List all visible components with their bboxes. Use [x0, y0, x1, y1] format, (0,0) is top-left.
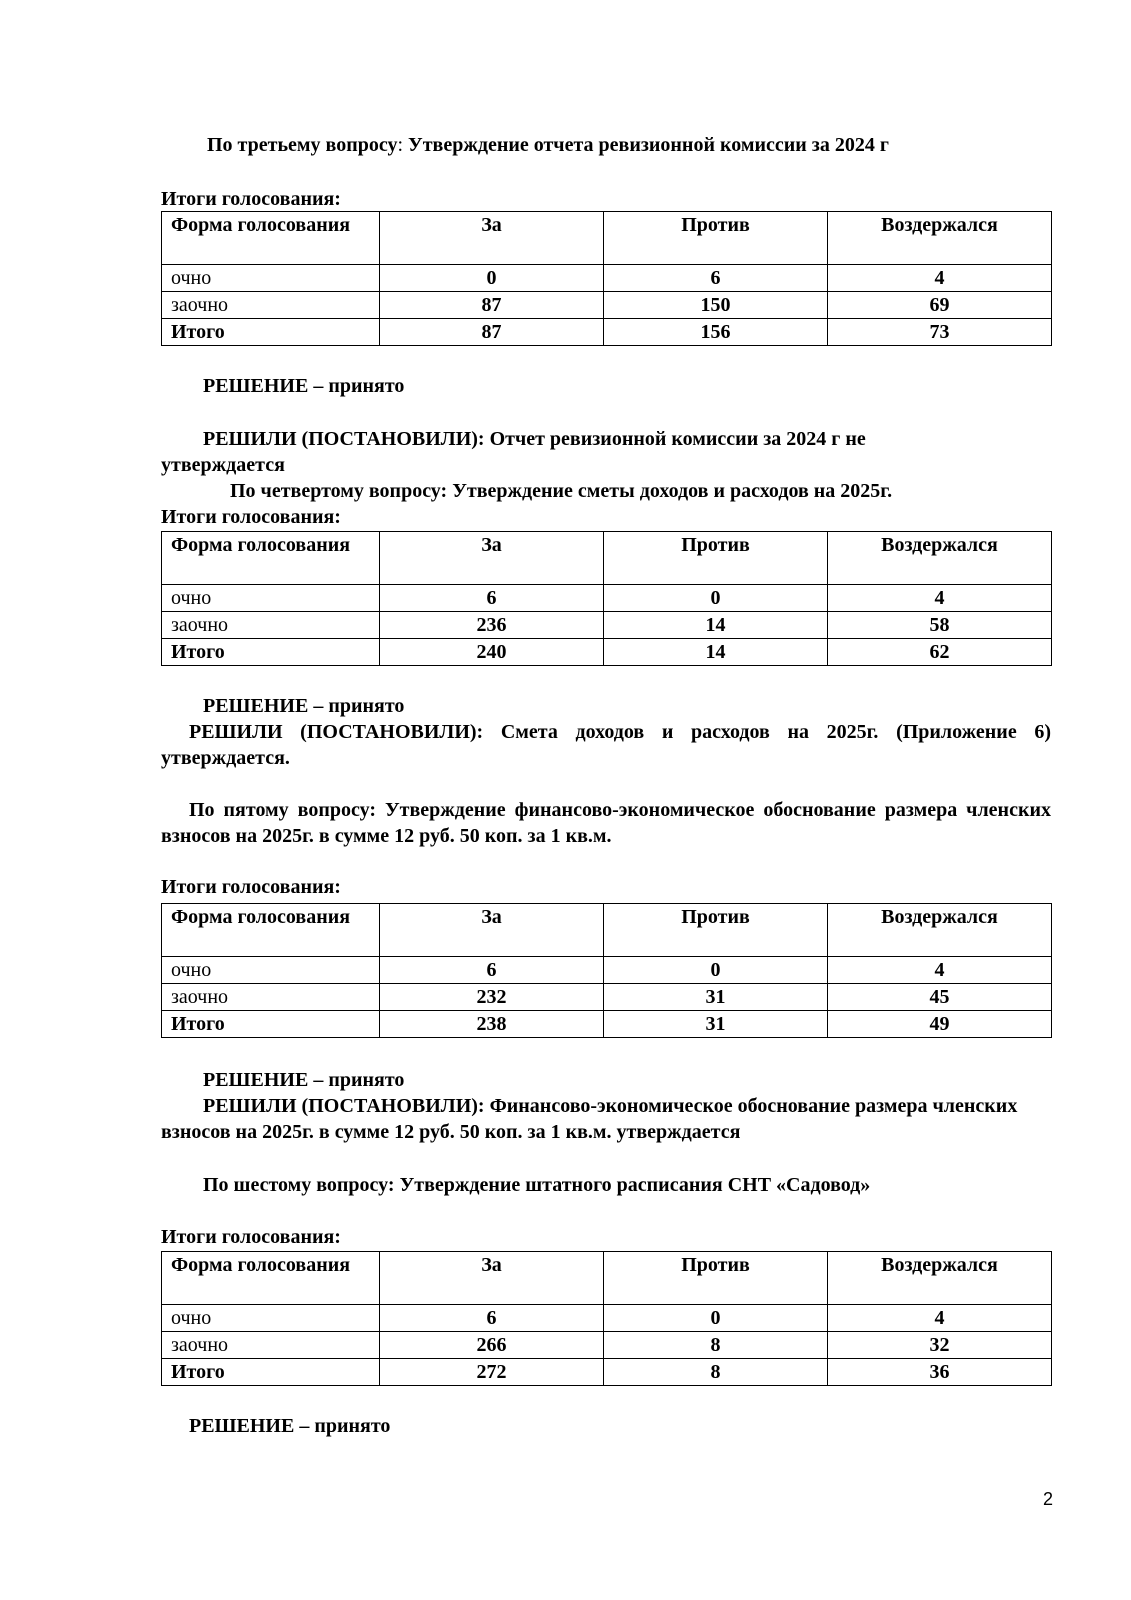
cell-protiv: 0: [604, 1305, 828, 1332]
cell-protiv: 31: [604, 984, 828, 1011]
table-header-row: [162, 532, 1052, 585]
table-row: [162, 984, 1052, 1011]
question-3-label: По третьему вопросу: [207, 134, 398, 156]
decision-5: РЕШЕНИЕ – принято: [203, 1069, 405, 1091]
results-title-5: Итоги голосования:: [161, 876, 341, 898]
row-label: Итого: [162, 1359, 380, 1386]
header-protiv: Против: [604, 1252, 828, 1305]
header-protiv: Против: [604, 904, 828, 957]
cell-protiv: 14: [604, 612, 828, 639]
cell-za: 238: [380, 1011, 604, 1038]
header-vozd: Воздержался: [828, 532, 1052, 585]
table-row: [162, 292, 1052, 319]
table-row-total: [162, 1011, 1052, 1038]
header-vozd: Воздержался: [828, 212, 1052, 265]
header-protiv: Против: [604, 532, 828, 585]
cell-protiv: 31: [604, 1011, 828, 1038]
resolved-3: РЕШИЛИ (ПОСТАНОВИЛИ): Отчет ревизионной комиссии за 2024 г не утверждается: [161, 428, 866, 476]
row-label: Итого: [162, 319, 380, 346]
cell-za: 0: [380, 265, 604, 292]
row-label: заочно: [162, 612, 380, 639]
table-row-total: [162, 319, 1052, 346]
header-za: За: [380, 212, 604, 265]
row-label: очно: [162, 957, 380, 984]
vote-table-3: [161, 211, 1052, 346]
cell-protiv: 8: [604, 1332, 828, 1359]
table-header-row: [162, 1252, 1052, 1305]
cell-za: 6: [380, 1305, 604, 1332]
cell-protiv: 150: [604, 292, 828, 319]
table-row: [162, 1305, 1052, 1332]
table-row-total: [162, 639, 1052, 666]
cell-vozd: 4: [828, 957, 1052, 984]
cell-vozd: 69: [828, 292, 1052, 319]
cell-za: 6: [380, 957, 604, 984]
table-row: [162, 612, 1052, 639]
question-4: По четвертому вопросу: Утверждение сметы доходов и расходов на 2025г.: [230, 480, 893, 502]
cell-protiv: 156: [604, 319, 828, 346]
cell-protiv: 14: [604, 639, 828, 666]
vote-table-5: [161, 903, 1052, 1038]
results-title-4: Итоги голосования:: [161, 506, 341, 528]
header-za: За: [380, 532, 604, 585]
row-label: очно: [162, 265, 380, 292]
vote-table-6: [161, 1251, 1052, 1386]
cell-protiv: 8: [604, 1359, 828, 1386]
row-label: заочно: [162, 292, 380, 319]
cell-vozd: 73: [828, 319, 1052, 346]
decision-3: РЕШЕНИЕ – принято: [203, 375, 405, 397]
header-form: Форма голосования: [162, 212, 380, 265]
cell-vozd: 58: [828, 612, 1052, 639]
results-title-6: Итоги голосования:: [161, 1226, 341, 1248]
cell-vozd: 36: [828, 1359, 1052, 1386]
table-header-row: [162, 212, 1052, 265]
resolved-5: РЕШИЛИ (ПОСТАНОВИЛИ): Финансово-экономическое обоснование размера членских взносов на 2025г. в сумме 12 руб. 50 коп. за 1 кв.м. утверждается: [161, 1095, 1018, 1143]
question-3: [207, 132, 889, 158]
header-za: За: [380, 904, 604, 957]
cell-vozd: 62: [828, 639, 1052, 666]
decision-4: РЕШЕНИЕ – принято: [203, 695, 405, 717]
cell-vozd: 49: [828, 1011, 1052, 1038]
header-vozd: Воздержался: [828, 904, 1052, 957]
table-header-row: [162, 904, 1052, 957]
cell-vozd: 45: [828, 984, 1052, 1011]
header-form: Форма голосования: [162, 904, 380, 957]
cell-za: 272: [380, 1359, 604, 1386]
row-label: заочно: [162, 984, 380, 1011]
row-label: очно: [162, 1305, 380, 1332]
cell-protiv: 0: [604, 585, 828, 612]
cell-za: 87: [380, 319, 604, 346]
cell-za: 266: [380, 1332, 604, 1359]
row-label: Итого: [162, 639, 380, 666]
header-protiv: Против: [604, 212, 828, 265]
cell-za: 240: [380, 639, 604, 666]
question-6: По шестому вопросу: Утверждение штатного расписания СНТ «Садовод»: [203, 1174, 871, 1196]
cell-vozd: 32: [828, 1332, 1052, 1359]
row-label: очно: [162, 585, 380, 612]
question-3-text: Утверждение отчета ревизионной комиссии за 2024 г: [403, 134, 889, 156]
cell-za: 236: [380, 612, 604, 639]
cell-protiv: 0: [604, 957, 828, 984]
cell-vozd: 4: [828, 585, 1052, 612]
vote-table-4: [161, 531, 1052, 666]
cell-za: 232: [380, 984, 604, 1011]
table-row-total: [162, 1359, 1052, 1386]
cell-vozd: 4: [828, 1305, 1052, 1332]
question-5: По пятому вопросу: Утверждение финансово-экономическое обоснование размера членских взносов на 2025г. в сумме 12 руб. 50 коп. за 1 кв.м.: [161, 799, 1051, 847]
decision-6: РЕШЕНИЕ – принято: [189, 1415, 391, 1437]
cell-za: 87: [380, 292, 604, 319]
header-form: Форма голосования: [162, 1252, 380, 1305]
table-row: [162, 957, 1052, 984]
table-row: [162, 265, 1052, 292]
row-label: заочно: [162, 1332, 380, 1359]
header-vozd: Воздержался: [828, 1252, 1052, 1305]
results-title-3: Итоги голосования:: [161, 188, 341, 210]
page-number: 2: [1042, 1489, 1053, 1509]
cell-protiv: 6: [604, 265, 828, 292]
cell-za: 6: [380, 585, 604, 612]
cell-vozd: 4: [828, 265, 1052, 292]
question-3-colon: :: [397, 134, 404, 156]
table-row: [162, 585, 1052, 612]
row-label: Итого: [162, 1011, 380, 1038]
header-form: Форма голосования: [162, 532, 380, 585]
header-za: За: [380, 1252, 604, 1305]
resolved-4: РЕШИЛИ (ПОСТАНОВИЛИ): Смета доходов и расходов на 2025г. (Приложение 6) утверждается.: [161, 721, 1051, 769]
table-row: [162, 1332, 1052, 1359]
